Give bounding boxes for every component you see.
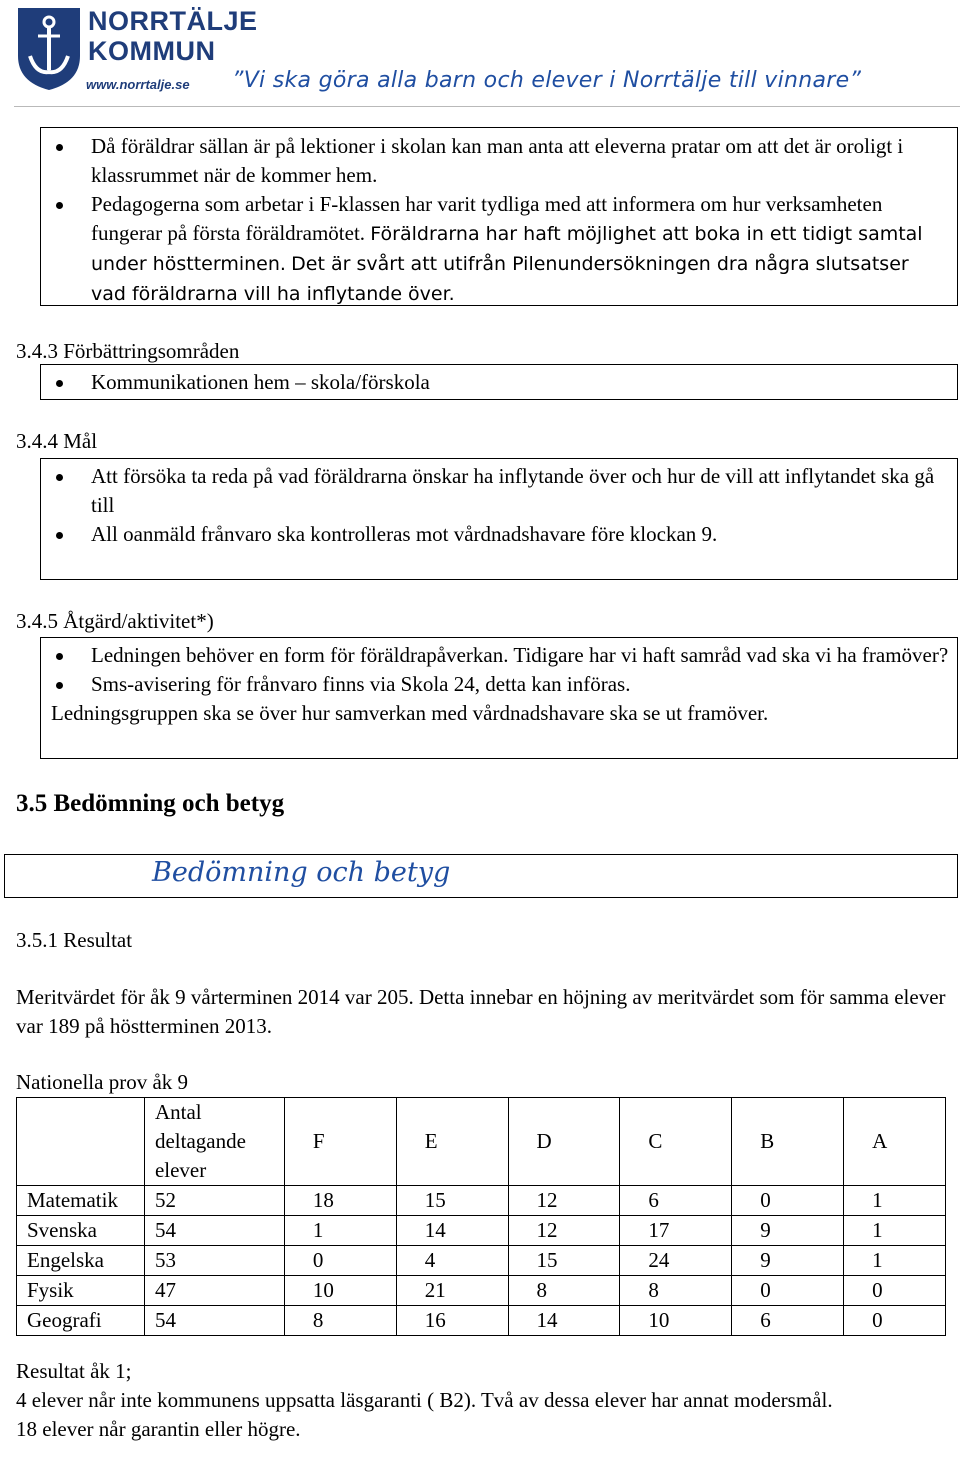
goals-box [40,458,958,580]
table-cell: 54 [144,1306,284,1336]
table-cell: 8 [620,1276,732,1306]
assessment-banner-title: Bedömning och betyg [152,857,451,888]
motto: ”Vi ska göra alla barn och elever i Norrtälje till vinnare” [232,68,862,93]
parents-influence-box [40,127,958,306]
table-cell: 24 [620,1246,732,1276]
table-header-cell: D [508,1098,620,1186]
table-cell: 17 [620,1216,732,1246]
results-grade1 [16,1357,916,1444]
list-item [41,190,949,309]
table-header-cell: F [284,1098,396,1186]
actions-list [41,641,949,699]
table-header-cell: E [396,1098,508,1186]
org-url[interactable]: www.norrtalje.se [86,77,190,92]
org-name-line1: NORRTÄLJE [88,6,258,36]
assessment-banner-box [4,854,958,898]
list-item: Kommunikationen hem – skola/förskola [41,368,957,397]
list-item: Ledningen behöver en form för föräldrapåverkan. Tidigare har vi haft samråd vad ska vi ha framöver? [41,641,949,670]
header-divider [14,106,960,107]
actions-note: Ledningsgruppen ska se över hur samverkan med vårdnadshavare ska se ut framöver. [51,701,769,725]
table-row [17,1306,946,1336]
table-cell: Matematik [17,1186,145,1216]
list-item [41,132,949,190]
table-cell: 1 [844,1186,946,1216]
table-row [17,1216,946,1246]
org-name-line2: KOMMUN [88,36,216,66]
table-cell: Geografi [17,1306,145,1336]
table-cell: 14 [396,1216,508,1246]
table-cell: 0 [284,1246,396,1276]
table-cell: 6 [620,1186,732,1216]
table-header-row [17,1098,946,1186]
table-cell: 14 [508,1306,620,1336]
org-name [88,6,258,66]
table-cell: 1 [844,1246,946,1276]
table-cell: 8 [508,1276,620,1306]
improvement-box [40,364,958,400]
table-header-cell: C [620,1098,732,1186]
list-item: Att försöka ta reda på vad föräldrarna önskar ha inflytande över och hur de vill att inflytandet ska gå till [41,462,949,520]
section-heading-35: 3.5 Bedömning och betyg [16,790,285,817]
table-cell: 15 [508,1246,620,1276]
table-cell: 16 [396,1306,508,1336]
table-header-cell: A [844,1098,946,1186]
section-title-344: 3.4.4 Mål [16,429,98,453]
actions-box [40,637,958,759]
list-item: Sms-avisering för frånvaro finns via Skola 24, detta kan införas. [41,670,949,699]
improvement-list [41,368,957,397]
results-grade1-title: Resultat åk 1; [16,1359,132,1383]
subsection-title-351: 3.5.1 Resultat [16,928,133,952]
merit-paragraph: Meritvärdet för åk 9 vårterminen 2014 var 205. Detta innebar en höjning av meritvärdet som för samma elever var 189 på höstterminen 2013. [16,985,946,1038]
table-cell: 12 [508,1186,620,1216]
parents-influence-list [41,132,949,309]
table-cell: 9 [732,1246,844,1276]
national-tests-title: Nationella prov åk 9 [16,1070,189,1094]
table-cell: 9 [732,1216,844,1246]
table-cell: 0 [844,1276,946,1306]
table-cell: Svenska [17,1216,145,1246]
results-grade1-text: 4 elever når inte kommunens uppsatta läsgaranti ( B2). Två av dessa elever har annat modersmål. [16,1388,833,1412]
table-cell: 47 [144,1276,284,1306]
table-cell: 0 [732,1186,844,1216]
table-cell: 53 [144,1246,284,1276]
results-grade1-text: 18 elever når garantin eller högre. [16,1417,301,1441]
table-row [17,1186,946,1216]
list-item-text-sans: Det är svårt att utifrån Pilenundersökningen dra några slutsatser vad föräldrarna vill ha inflytande över. [91,253,909,305]
table-cell: 15 [396,1186,508,1216]
list-item-text: Pedagogerna som arbetar i F-klassen har varit tydliga med att informera om hur verksamheten fungerar på första föräldramötet. [91,192,883,245]
table-header-cell: Antal deltagande elever [144,1098,284,1186]
table-cell: Fysik [17,1276,145,1306]
table-cell: 18 [284,1186,396,1216]
table-cell: 8 [284,1306,396,1336]
goals-list [41,462,949,549]
list-item-text-sans: Föräldrarna har haft möjlighet att boka in ett tidigt samtal under höstterminen. [91,223,923,275]
table-cell: 10 [620,1306,732,1336]
national-tests-table [16,1097,946,1336]
table-cell: 4 [396,1246,508,1276]
table-header-cell [17,1098,145,1186]
table-cell: 0 [732,1276,844,1306]
table-header-cell: B [732,1098,844,1186]
table-row [17,1276,946,1306]
section-title-343: 3.4.3 Förbättringsområden [16,339,240,363]
list-item: All oanmäld frånvaro ska kontrolleras mot vårdnadshavare före klockan 9. [41,520,949,549]
table-cell: 6 [732,1306,844,1336]
table-cell: 10 [284,1276,396,1306]
anchor-shield-icon [14,4,84,92]
table-cell: Engelska [17,1246,145,1276]
table-cell: 0 [844,1306,946,1336]
table-cell: 52 [144,1186,284,1216]
table-cell: 1 [844,1216,946,1246]
list-item-text: Då föräldrar sällan är på lektioner i skolan kan man anta att eleverna pratar om att det är oroligt i klassrummet när de kommer hem. [91,134,904,187]
table-cell: 21 [396,1276,508,1306]
table-row [17,1246,946,1276]
table-cell: 12 [508,1216,620,1246]
table-cell: 54 [144,1216,284,1246]
section-title-345: 3.4.5 Åtgärd/aktivitet*) [16,609,214,633]
table-cell: 1 [284,1216,396,1246]
